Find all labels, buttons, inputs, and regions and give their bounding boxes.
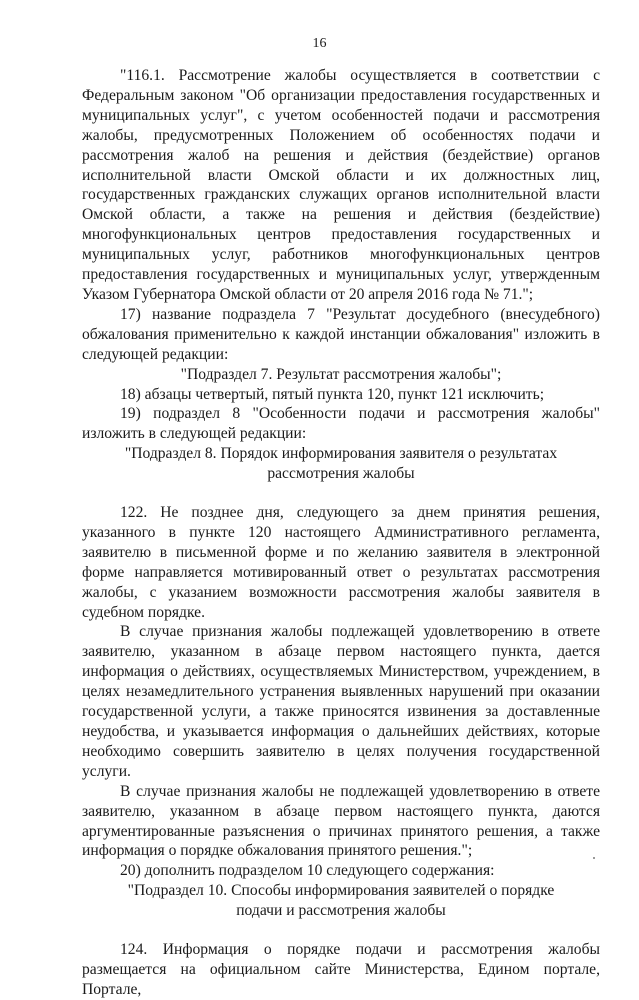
- spacer: [82, 921, 600, 940]
- paragraph-satisfied: В случае признания жалобы подлежащей удовлетворению в ответе заявителю, указанном в абзаце первом настоящего пункта, дается информация о действиях, осуществляемых Министерством, учреждением, в целях незамедлительного устранения выявленных нарушений при оказании государственной услуги, а также приносятся извинения за доставленные неудобства, и указывается информация о дальнейших действиях, которые необходимо совершить заявителю в целях получения государственной услуги.: [82, 623, 600, 780]
- paragraph-124: 124. Информация о порядке подачи и рассмотрения жалобы размещается на официальном сайте Министерства, Едином портале, Портале,: [82, 941, 600, 998]
- subsection-8-heading-line2: рассмотрения жалобы: [267, 465, 415, 483]
- page-number: 16: [312, 36, 327, 51]
- item-20: 20) дополнить подразделом 10 следующего содержания:: [120, 862, 495, 880]
- subsection-8-heading: [82, 444, 600, 484]
- paragraph-rejected: В случае признания жалобы не подлежащей удовлетворению в ответе заявителю, указанном в абзаце первом настоящего пункта, даются аргументированные разъяснения о причинах принятого решения, а также информация о порядке обжалования принятого решения.";: [82, 782, 600, 860]
- subsection-10-heading-line1: "Подраздел 10. Способы информирования заявителей о порядке: [127, 882, 555, 900]
- subsection-10-heading: [82, 881, 600, 921]
- new-heading-7: "Подраздел 7. Результат рассмотрения жалобы";: [180, 365, 502, 383]
- item-18: 18) абзацы четвертый, пятый пункта 120, пункт 121 исключить;: [120, 385, 545, 403]
- item-19: 19) подраздел 8 "Особенности подачи и рассмотрения жалобы" изложить в следующей редакции:: [82, 405, 600, 443]
- paragraph-116-1: "116.1. Рассмотрение жалобы осуществляется в соответствии с Федеральным законом "Об организации предоставления государственных и муниципальных услуг", с учетом особенностей подачи и рассмотрения жалобы, предусмотренных Положением об особенностях подачи и рассмотрения жалоб на решения и действия (бездействие) органов исполнительной власти Омской области и их должностных лиц, государственных гражданских служащих органов исполнительной власти Омской области, а также на решения и действия (бездействие) многофункциональных центров предоставления государственных и муниципальных услуг, работников многофункциональных центров предоставления государственных и муниципальных услуг, утвержденным Указом Губернатора Омской области от 20 апреля 2016 года № 71.";: [82, 67, 600, 303]
- document-body: [82, 66, 600, 1000]
- subsection-8-heading-line1: "Подраздел 8. Порядок информирования заявителя о результатах: [124, 445, 558, 463]
- spacer: [82, 484, 600, 503]
- scan-speck: [593, 857, 595, 859]
- subsection-10-heading-line2: подачи и рассмотрения жалобы: [236, 902, 446, 920]
- paragraph-122: 122. Не позднее дня, следующего за днем принятия решения, указанного в пункте 120 настоящего Административного регламента, заявителю в письменной форме и по желанию заявителя в электронной форме направляется мотивированный ответ о результатах рассмотрения жалобы, с указанием возможности рассмотрения жалобы заявителя в судебном порядке.: [82, 504, 600, 621]
- item-17: 17) название подраздела 7 "Результат досудебного (внесудебного) обжалования применительно к каждой инстанции обжалования" изложить в следующей редакции:: [82, 305, 600, 363]
